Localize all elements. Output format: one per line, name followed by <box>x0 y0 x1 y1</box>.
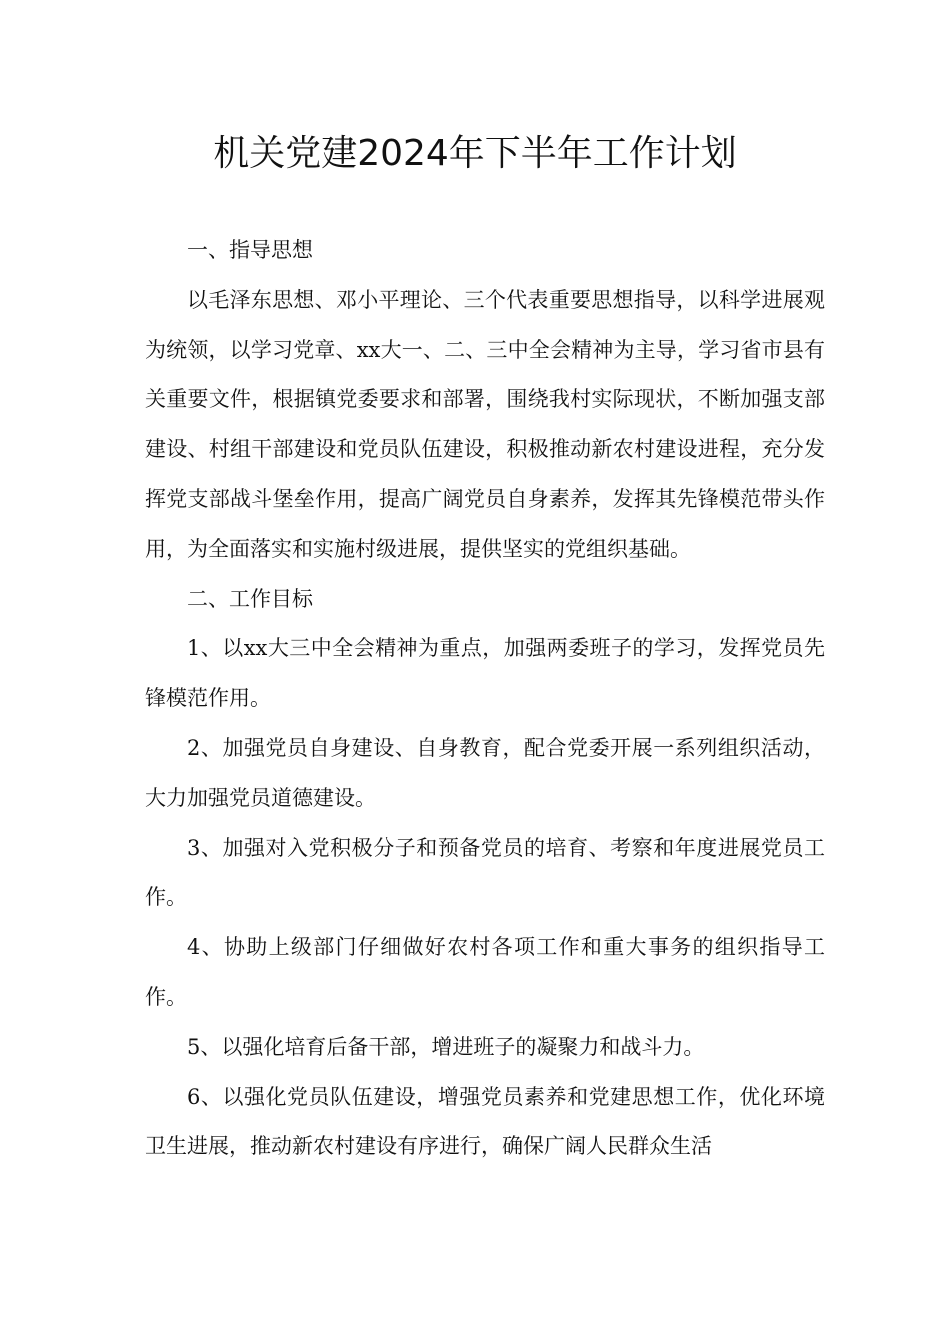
section-heading-guiding-ideology: 一、指导思想 <box>187 238 313 262</box>
goal-item-6: 6、以强化党员队伍建设，增强党员素养和党建思想工作，优化环境卫生进展，推动新农村建设有序进行，确保广阔人民群众生活 <box>145 1084 825 1159</box>
goal-item-3: 3、加强对入党积极分子和预备党员的培育、考察和年度进展党员工作。 <box>145 835 825 910</box>
goal-item-5: 5、以强化培育后备干部，增进班子的凝聚力和战斗力。 <box>187 1034 705 1059</box>
section-heading-work-goals: 二、工作目标 <box>187 586 313 611</box>
goal-item-4: 4、协助上级部门仔细做好农村各项工作和重大事务的组织指导工作。 <box>145 935 825 1009</box>
goal-item-1: 1、以xx大三中全会精神为重点，加强两委班子的学习，发挥党员先锋模范作用。 <box>145 636 825 711</box>
document-body <box>145 226 825 1172</box>
goal-item-2: 2、加强党员自身建设、自身教育，配合党委开展一系列组织活动，大力加强党员道德建设。 <box>145 735 825 810</box>
document-title: 机关党建2024年下半年工作计划 <box>213 133 737 174</box>
paragraph-guiding-ideology: 以毛泽东思想、邓小平理论、三个代表重要思想指导，以科学进展观为统领，以学习党章、xx大一、二、三中全会精神为主导，学习省市县有关重要文件，根据镇党委要求和部署，围绕我村实际现状，不断加强支部建设、村组干部建设和党员队伍建设，积极推动新农村建设进程，充分发挥党支部战斗堡垒作用，提高广阔党员自身素养，发挥其先锋模范带头作用，为全面落实和实施村级进展，提供坚实的党组织基础。 <box>145 287 825 561</box>
